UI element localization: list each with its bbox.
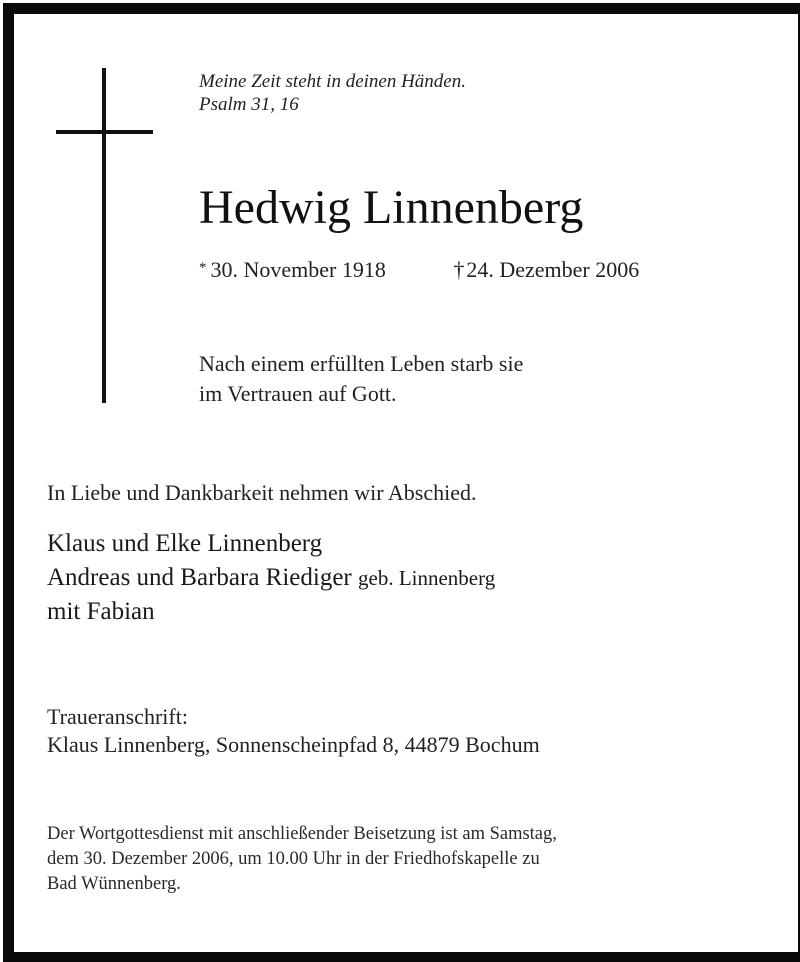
service-line: Bad Wünnenberg. <box>47 874 181 894</box>
maiden-name: geb. Linnenberg <box>358 566 496 590</box>
life-statement-line: im Vertrauen auf Gott. <box>199 381 397 406</box>
bible-verse <box>199 70 466 116</box>
service-line: dem 30. Dezember 2006, um 10.00 Uhr in der Friedhofskapelle zu <box>47 849 540 869</box>
family-mourners <box>47 527 495 629</box>
birth-star-icon: * <box>199 260 207 276</box>
service-line: Der Wortgottesdienst mit anschließender Beisetzung ist am Samstag, <box>47 824 557 844</box>
birth-date: 30. November 1918 <box>210 257 386 282</box>
death-date: 24. Dezember 2006 <box>466 257 640 282</box>
mourning-address <box>47 703 540 759</box>
address-label: Traueranschrift: <box>47 704 188 729</box>
verse-reference: Psalm 31, 16 <box>199 94 299 115</box>
mourner-line: Klaus und Elke Linnenberg <box>47 530 323 557</box>
farewell-text: In Liebe und Dankbarkeit nehmen wir Abschied. <box>47 480 477 505</box>
address-value: Klaus Linnenberg, Sonnenscheinpfad 8, 44879 Bochum <box>47 732 540 757</box>
life-dates <box>199 254 639 284</box>
cross-icon-horizontal <box>56 130 153 134</box>
death-date-group <box>453 257 639 282</box>
deceased-name: Hedwig Linnenberg <box>199 181 584 234</box>
life-statement <box>199 349 523 409</box>
mourner-line <box>47 561 495 595</box>
dagger-icon: † <box>453 257 465 282</box>
mourner-names: Andreas und Barbara Riediger <box>47 564 352 591</box>
mourner-line: mit Fabian <box>47 598 155 625</box>
verse-quote: Meine Zeit steht in deinen Händen. <box>199 71 466 92</box>
life-statement-line: Nach einem erfüllten Leben starb sie <box>199 351 524 376</box>
cross-icon-vertical <box>102 68 106 403</box>
service-info <box>47 822 557 897</box>
